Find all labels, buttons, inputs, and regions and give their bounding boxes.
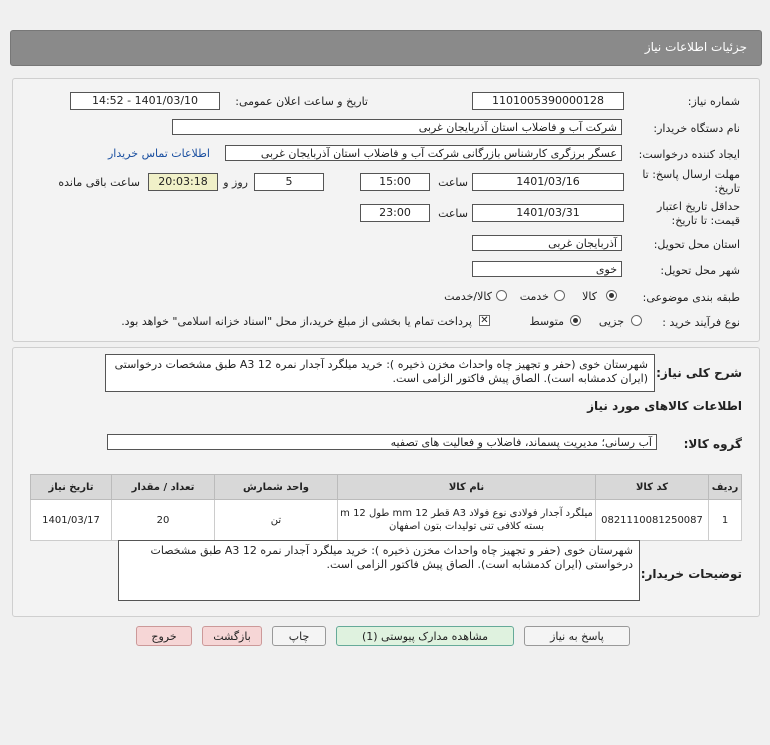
days-label: روز و <box>223 176 248 189</box>
attachments-button[interactable]: مشاهده مدارک پیوستی (1) <box>336 626 514 646</box>
category-radio-service[interactable] <box>554 290 565 301</box>
validity-date-field: 1401/03/31 <box>472 204 624 222</box>
process-radio-medium[interactable] <box>570 315 581 326</box>
col-row: ردیف <box>709 475 742 500</box>
deadline-label-1: مهلت ارسال پاسخ: تا <box>642 168 740 181</box>
days-field: 5 <box>254 173 324 191</box>
cell-date: 1401/03/17 <box>31 500 112 541</box>
buyer-org-label: نام دستگاه خریدار: <box>653 122 740 135</box>
col-date: تاریخ نیاز <box>31 475 112 500</box>
need-number-field: 1101005390000128 <box>472 92 624 110</box>
page-header <box>10 30 762 66</box>
category-option-service: خدمت <box>519 290 549 303</box>
category-radio-goods[interactable] <box>606 290 617 301</box>
remaining-time-field: 20:03:18 <box>148 173 218 191</box>
category-label: طبقه بندی موضوعی: <box>642 291 740 304</box>
deadline-label-2: تاریخ: <box>714 182 740 195</box>
exit-button[interactable]: خروج <box>136 626 192 646</box>
buyer-notes-label: توضیحات خریدار: <box>640 567 742 581</box>
cell-code: 0821110081250087 <box>596 500 709 541</box>
deadline-date-field: 1401/03/16 <box>472 173 624 191</box>
col-unit: واحد شمارش <box>215 475 338 500</box>
summary-text: شهرستان خوی (حفر و تجهیز چاه واحداث مخزن ذخیره ): خرید میلگرد آجدار نمره 12 A3 طبق مشخصات درخواستی (ایران کدمشابه است). الصاق پیش فاکتور الزامی است. <box>105 354 655 392</box>
deadline-time-label: ساعت <box>438 176 468 189</box>
city-field: خوی <box>472 261 622 277</box>
category-option-goods: کالا <box>582 290 597 303</box>
province-field: آذربایجان غربی <box>472 235 622 251</box>
process-label: نوع فرآیند خرید : <box>662 316 740 329</box>
goods-section-title: اطلاعات کالاهای مورد نیاز <box>587 399 742 413</box>
creator-label: ایجاد کننده درخواست: <box>638 148 740 161</box>
validity-time-label: ساعت <box>438 207 468 220</box>
summary-label: شرح کلی نیاز: <box>656 366 742 380</box>
validity-time-field: 23:00 <box>360 204 430 222</box>
process-option-medium: متوسط <box>529 315 564 328</box>
col-code: کد کالا <box>596 475 709 500</box>
reply-button[interactable]: پاسخ به نیاز <box>524 626 630 646</box>
back-button[interactable]: بازگشت <box>202 626 262 646</box>
city-label: شهر محل تحویل: <box>660 264 740 277</box>
announce-label: تاریخ و ساعت اعلان عمومی: <box>235 95 368 108</box>
print-button[interactable]: چاپ <box>272 626 326 646</box>
province-label: استان محل تحویل: <box>653 238 740 251</box>
cell-name-line1: میلگرد آجدار فولادی نوع فولاد A3 قطر 12 mm طول 12 m <box>340 508 593 519</box>
page-title: جزئیات اطلاعات نیاز <box>644 40 747 54</box>
process-radio-minor[interactable] <box>631 315 642 326</box>
cell-unit: تن <box>215 500 338 541</box>
cell-name <box>338 500 596 541</box>
need-number-label: شماره نیاز: <box>687 95 740 108</box>
table-row <box>31 500 742 541</box>
category-option-goods-service: کالا/خدمت <box>444 290 492 303</box>
contact-buyer-link[interactable]: اطلاعات تماس خریدار <box>108 147 210 160</box>
payment-note: پرداخت تمام یا بخشی از مبلغ خرید،از محل "اسناد خزانه اسلامی" خواهد بود. <box>121 315 472 328</box>
goods-table <box>30 474 742 541</box>
col-qty: تعداد / مقدار <box>112 475 215 500</box>
remaining-label: ساعت باقی مانده <box>58 176 140 189</box>
process-option-minor: جزیی <box>598 315 624 328</box>
validity-label-2: قیمت: تا تاریخ: <box>671 214 740 227</box>
validity-label-1: حداقل تاریخ اعتبار <box>656 200 740 213</box>
cell-name-line2: بسته کلافی تنی تولیدات بتون اصفهان <box>388 521 545 532</box>
treasury-checkbox[interactable]: ✕ <box>480 315 489 326</box>
col-name: نام کالا <box>338 475 596 500</box>
goods-table-header <box>31 475 742 500</box>
goods-group-field: آب رسانی؛ مدیریت پسماند، فاضلاب و فعالیت های تصفیه <box>107 434 657 450</box>
deadline-time-field: 15:00 <box>360 173 430 191</box>
category-radio-goods-service[interactable] <box>496 290 507 301</box>
goods-group-label: گروه کالا: <box>683 437 742 451</box>
announce-field: 1401/03/10 - 14:52 <box>70 92 220 110</box>
buyer-org-field: شرکت آب و فاضلاب استان آذربایجان غربی <box>172 119 622 135</box>
cell-row: 1 <box>709 500 742 541</box>
cell-qty: 20 <box>112 500 215 541</box>
buyer-notes-text: شهرستان خوی (حفر و تجهیز چاه واحداث مخزن ذخیره ): خرید میلگرد آجدار نمره 12 A3 طبق مشخصات درخواستی (ایران کدمشابه است). الصاق پیش فاکتور الزامی است. <box>118 540 640 601</box>
creator-field: عسگر برزگری کارشناس بازرگانی شرکت آب و فاضلاب استان آذربایجان غربی <box>225 145 622 161</box>
